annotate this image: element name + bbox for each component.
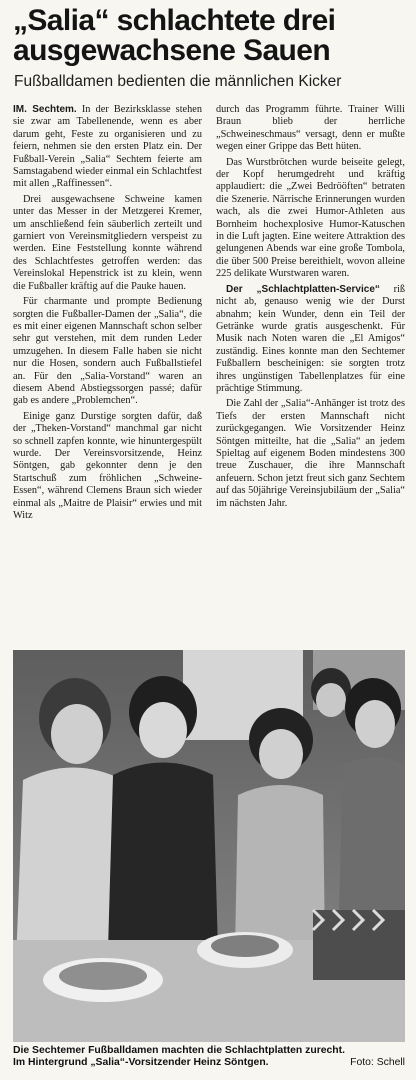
- press-photo-illustration: [13, 650, 405, 1042]
- caption-line-2-row: [13, 1057, 405, 1069]
- paragraph: Das Wurstbrötchen wurde beiseite gelegt, der Kopf herumgedreht und kräftig applaudiert: die „Zwei Bedrööften“ betraten die Szenerie. Närrische Erinnerungen wurden wach, als die zwei Humor-Athleten aus Bornheim hochexplosive Humor-Katuschen in die Luft jagten. Eine weitere Attraktion des gelungenen Abends war eine große Tombola, die über 500 Preise bereithielt, wovon alleine 225 delikate Wurstwaren waren.: [216, 156, 405, 280]
- headline: [13, 6, 405, 66]
- article-column-left: [13, 104, 202, 621]
- photo-credit: Foto: Schell: [350, 1057, 405, 1069]
- paragraph-text: In der Bezirksklasse stehen sie zwar am Tabellenende, wenn es aber darum geht, Feste zu organisieren und zu feiern, nehmen sie den ersten Platz ein. Der Fußball-Verein „Salia“ Sechtem feierte am Samstagabend wieder einmal ein Schlachtfest mit allen „Raffinessen“.: [13, 104, 202, 190]
- paragraph-text: riß nicht ab, genauso wenig wie der Durst abnahm; kein Wunder, denn ein Teil der Getränke wurde gratis ausgeschenkt. Für Musik nach Noten waren die „El Amigos“ zuständig. Eines konnte man den Sechtemer Fußballern bescheinigen: sie sorgten trotz ihres ungünstigen Tabellenplatzes für eine prächtige Stimmung.: [216, 283, 405, 394]
- paragraph: Drei ausgewachsene Schweine kamen unter das Messer in der Metzgerei Kremer, um anschließend fein säuberlich zerteilt und garniert von Vereinsmitgliedern verspeist zu werden. Eine Feststellung konnte während des Schlachtfestes getroffen werden: das Vereinslokal Hepenstrick ist zu klein, wenn die Fußballer kräftig auf die Pauke hauen.: [13, 193, 202, 292]
- paragraph: [216, 284, 405, 396]
- headline-line-2: ausgewachsene Sauen: [13, 34, 331, 67]
- paragraph: [13, 104, 202, 191]
- headline-line-1: „Salia“ schlachtete drei: [13, 4, 336, 37]
- article-body: [13, 104, 405, 621]
- photo-caption: [13, 1045, 405, 1069]
- paragraph: Für charmante und prompte Bedienung sorgten die Fußballer-Damen der „Salia“, die es mit einer eigenen Mannschaft schon selber sehr gut verstehen, mit dem runden Leder umzugehen. In diesem Falle haben sie nicht nur die Hosen, sondern auch Fußballstiefel an. Für den „Salia-Vorstand“ waren an diesem Abend Abstiegssorgen passé; dafür gab es andere „Problemchen“.: [13, 296, 202, 407]
- paragraph-lead-in: Der „Schlachtplatten-Service“: [226, 283, 380, 295]
- paragraph: durch das Programm führte. Trainer Willi Braun blieb der herrliche „Schweineschmaus“ versagt, denn er mußte wegen einer Grippe das Bett hüten.: [216, 104, 405, 153]
- paragraph: Die Zahl der „Salia“-Anhänger ist trotz des Tiefs der ersten Mannschaft nicht zurückgegangen. Wie Vorsitzender Heinz Söntgen mitteilte, hat die „Salia“ an jedem Spieltag auf eigenem Boden mindestens 300 treue Zuschauer, die ihre Mannschaft anfeuern. Schon jetzt freut sich ganz Sechtem auf das 50jährige Vereinsjubiläum der „Salia“ im nächsten Jahr.: [216, 398, 405, 509]
- press-photo: [13, 650, 405, 1042]
- caption-line-2: Im Hintergrund „Salia“-Vorsitzender Heinz Söntgen.: [13, 1057, 269, 1069]
- caption-line-1: Die Sechtemer Fußballdamen machten die Schlachtplatten zurecht.: [13, 1045, 346, 1056]
- dateline: IM. Sechtem.: [13, 104, 77, 115]
- subheadline: Fußballdamen bedienten die männlichen Kicker: [14, 73, 342, 90]
- article-column-right: [216, 104, 405, 621]
- paragraph: Einige ganz Durstige sorgten dafür, daß der „Theken-Vorstand“ manchmal gar nicht so schnell zapfen konnte, wie hinuntergespült wurde. Der Vereinsvorsitzende, Heinz Söntgen, gab gekonnter denn je den Startschuß zum fröhlichen „Schweine-Essen“, während Clemens Braun sich wieder einmal als „Maitre de Plaisir“ erwies und mit Witz: [13, 410, 202, 521]
